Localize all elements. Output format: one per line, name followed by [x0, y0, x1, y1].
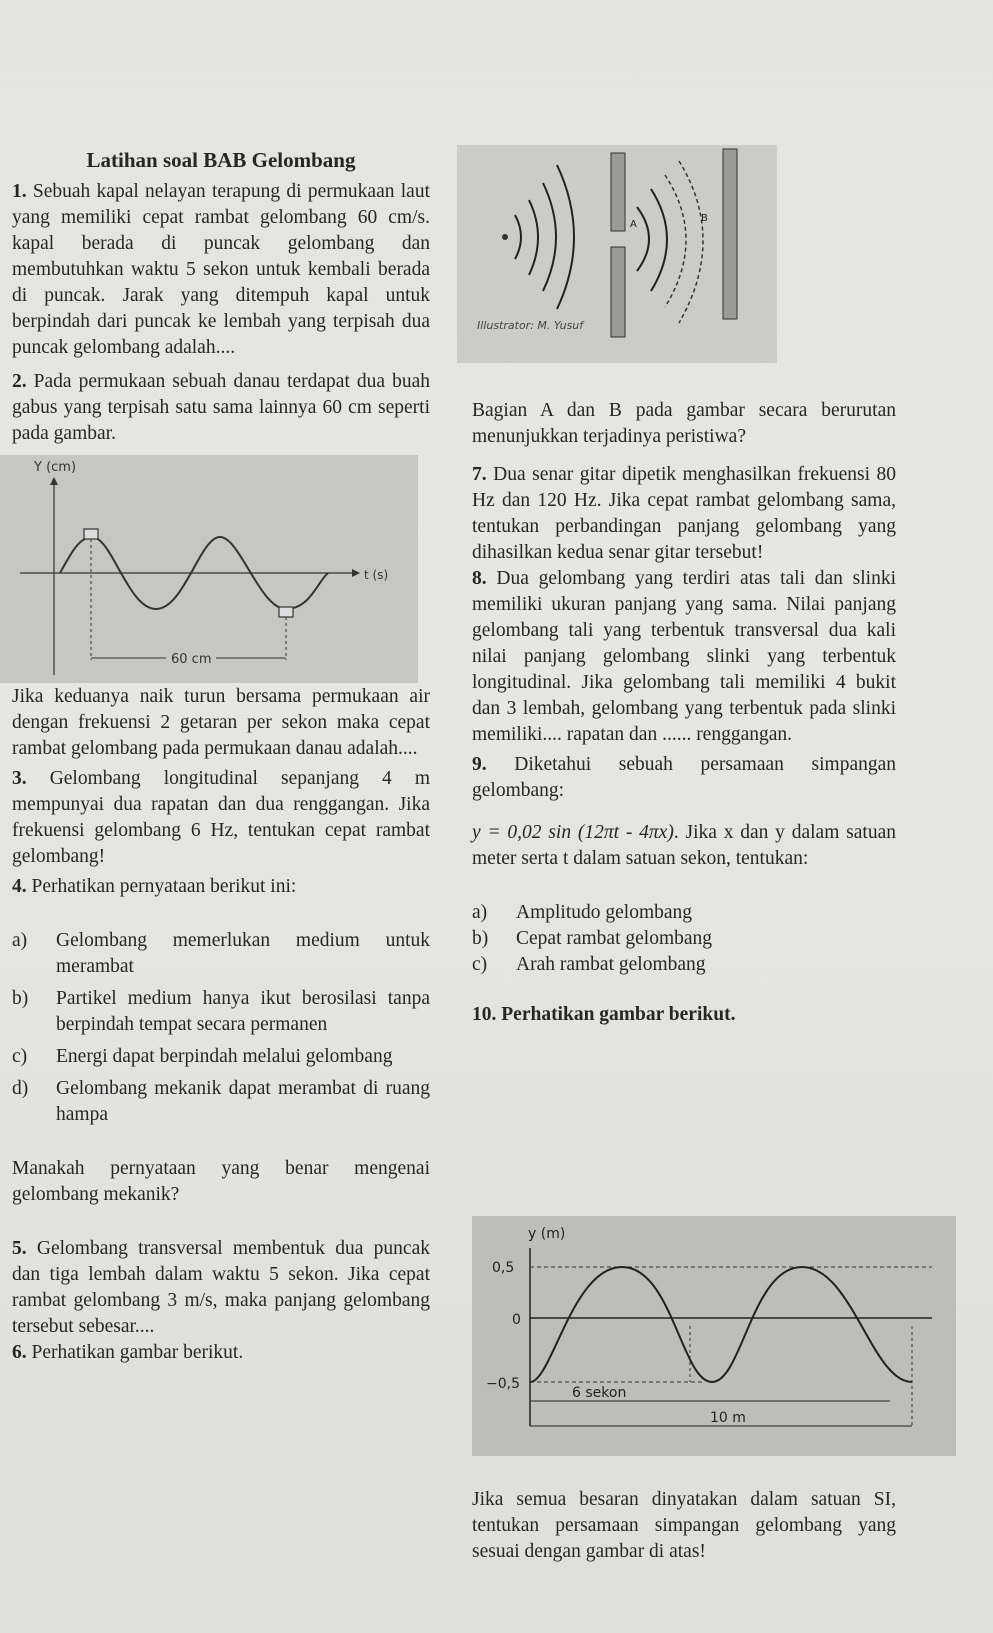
- question-7: 7. Dua senar gitar dipetik menghasilkan frekuensi 80 Hz dan 120 Hz. Jika cepat rambat gelombang sama, tentukan perbandingan panjang gelombang yang dihasilkan kedua senar gitar tersebut!: [472, 464, 896, 563]
- q6-source-point: [502, 234, 508, 240]
- q10-y-label: y (m): [528, 1226, 566, 1242]
- q6-wavefront-2: [529, 200, 538, 275]
- q6-barrier-bottom: [611, 247, 625, 337]
- q6-credit: Illustrator: M. Yusuf: [477, 319, 584, 332]
- q4-option-b: b) Partikel medium hanya ikut berosilasi tanpa berpindah tempat secara permanen: [12, 988, 430, 1035]
- q10-y-zero: 0: [512, 1312, 521, 1328]
- q6-barrier-top: [611, 153, 625, 231]
- q10-distance-label: 10 m: [710, 1410, 746, 1426]
- right-column-bottom: [472, 1487, 896, 1565]
- q6-figure-svg: [457, 145, 777, 363]
- question-9: 9. Diketahui sebuah persamaan simpangan gelombang:: [472, 754, 896, 801]
- q2-y-label: Y (cm): [34, 460, 77, 475]
- left-column-lower: [12, 684, 430, 1366]
- q10-y-min: −0,5: [486, 1376, 520, 1392]
- q9-equation-line: y = 0,02 sin (12πt - 4πx). Jika x dan y dalam satuan meter serta t dalam satuan sekon, tentukan:: [472, 822, 896, 869]
- q6-label-a: A: [630, 219, 637, 230]
- question-3: 3. Gelombang longitudinal sepanjang 4 m mempunyai dua rapatan dan dua renggangan. Jika frekuensi gelombang 6 Hz, tentukan cepat rambat gelombang!: [12, 768, 430, 867]
- q9-option-b: b) Cepat rambat gelombang: [472, 928, 713, 949]
- q2-y-arrow: [50, 477, 58, 485]
- q6-diffracted-1: [637, 207, 649, 271]
- question-1: 1. Sebuah kapal nelayan terapung di permukaan laut yang memiliki cepat rambat gelombang 60 cm/s. kapal berada di puncak gelombang dan membutuhkan waktu 5 sekon untuk kembali berada di puncak. Jarak yang ditempuh kapal untuk berpindah dari puncak ke lembah yang terpisah dua puncak gelombang adalah....: [12, 181, 430, 358]
- q9-option-a: a) Amplitudo gelombang: [472, 902, 693, 923]
- q6-label-b: B: [701, 213, 708, 224]
- q6-wall: [723, 149, 737, 319]
- question-6: 6. Perhatikan gambar berikut.: [12, 1342, 244, 1363]
- q4-question: Manakah pernyataan yang benar mengenai gelombang mekanik?: [12, 1158, 430, 1205]
- q4-options: [12, 928, 430, 1128]
- q4-option-d: d) Gelombang mekanik dapat merambat di ruang hampa: [12, 1078, 430, 1125]
- question-10: 10. Perhatikan gambar berikut.: [472, 1004, 736, 1025]
- q2-t-label: t (s): [364, 568, 389, 582]
- q10-wave-curve: [530, 1267, 912, 1382]
- q6-wavefront-1: [515, 215, 521, 259]
- q2-cork-2: [279, 607, 293, 617]
- q10-wave-graph: [472, 1216, 956, 1456]
- question-6-continued: Bagian A dan B pada gambar secara berurutan menunjukkan terjadinya peristiwa?: [472, 400, 896, 447]
- q4-option-a: a) Gelombang memerlukan medium untuk merambat: [12, 930, 430, 977]
- question-2-continued: Jika keduanya naik turun bersama permukaan air dengan frekuensi 2 getaran per sekon maka cepat rambat gelombang pada permukaan danau adalah....: [12, 686, 430, 759]
- q9-option-c: c) Arah rambat gelombang: [472, 954, 706, 975]
- q2-distance-label: 60 cm: [171, 652, 212, 667]
- question-8: 8. Dua gelombang yang terdiri atas tali dan slinki memiliki ukuran panjang yang sama. Nilai panjang gelombang tali yang terbentuk transversal dua kali nilai panjang gelombang slinki yang terbentuk longitudinal. Jika gelombang tali memiliki 4 bukit dan 3 lembah, gelombang yang terbentuk pada slinki memiliki.... rapatan dan ...... renggangan.: [472, 568, 897, 745]
- q6-reflected-1: [665, 175, 686, 307]
- q9-equation: y = 0,02 sin (12πt - 4πx): [472, 822, 674, 843]
- left-column: [12, 148, 430, 447]
- question-10-continued: Jika semua besaran dinyatakan dalam satuan SI, tentukan persamaan simpangan gelombang yang sesuai dengan gambar di atas!: [472, 1489, 896, 1562]
- q10-time-label: 6 sekon: [572, 1385, 627, 1401]
- question-4: 4. Perhatikan pernyataan berikut ini:: [12, 876, 297, 897]
- q10-y-max: 0,5: [492, 1260, 515, 1276]
- q2-t-arrow: [352, 569, 360, 577]
- q2-wave-graph: [0, 455, 418, 683]
- q6-wavefront-3: [543, 183, 556, 291]
- page-title: Latihan soal BAB Gelombang: [86, 148, 356, 172]
- q10-wave-svg: [472, 1216, 956, 1456]
- q2-wave-svg: [0, 455, 418, 683]
- q6-diffracted-2: [651, 189, 667, 291]
- q6-wavefront-4: [557, 165, 574, 309]
- q6-reflected-2: [679, 161, 703, 323]
- q2-cork-1: [84, 529, 98, 539]
- question-2: 2. Pada permukaan sebuah danau terdapat dua buah gabus yang terpisah satu sama lainnya 60 cm seperti pada gambar.: [12, 371, 430, 444]
- q9-options: [472, 900, 896, 978]
- question-5: 5. Gelombang transversal membentuk dua puncak dan tiga lembah dalam waktu 5 sekon. Jika cepat rambat gelombang 3 m/s, maka panjang gelombang tersebut sebesar....: [12, 1238, 430, 1337]
- right-column: [472, 398, 896, 1028]
- q4-option-c: c) Energi dapat berpindah melalui gelombang: [12, 1046, 393, 1067]
- q6-figure: [457, 145, 777, 363]
